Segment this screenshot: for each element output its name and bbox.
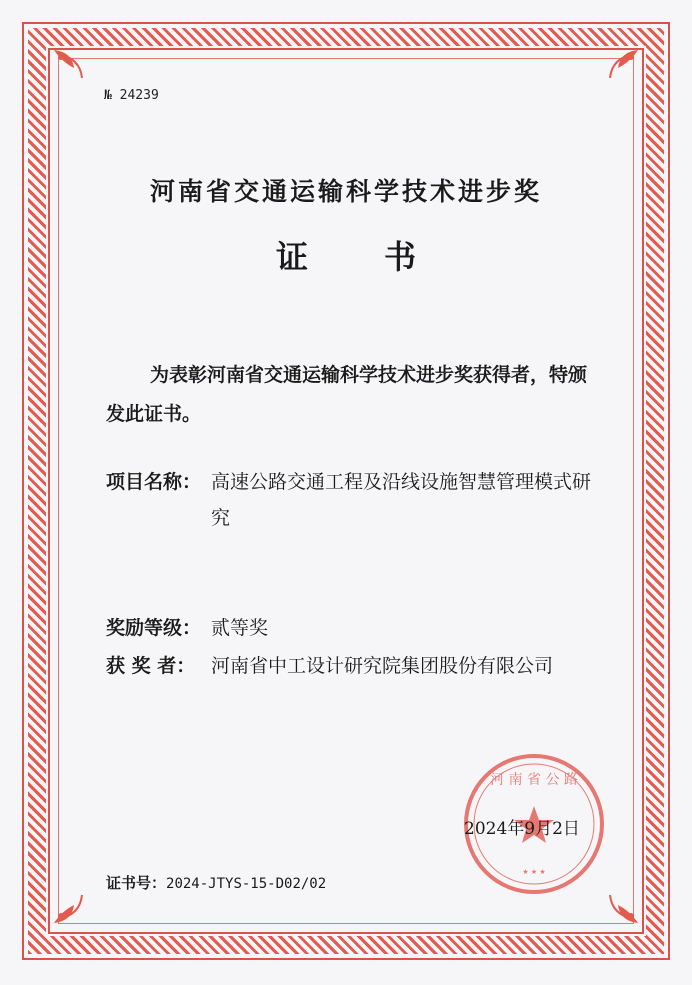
- svg-text:河 南 省 公 路: 河 南 省 公 路: [490, 772, 578, 788]
- winner-name: 河南省中工设计研究院集团股份有限公司: [211, 655, 554, 677]
- award-title: 河南省交通运输科学技术进步奖: [149, 177, 542, 206]
- serial-number: № 24239: [104, 88, 159, 103]
- project-name: 高速公路交通工程及沿线设施智慧管理模式研究: [211, 471, 592, 529]
- project-label: 项目名称：: [106, 471, 202, 493]
- grade-label: 奖励等级：: [106, 617, 202, 639]
- winner-field: [106, 648, 606, 684]
- corner-ornament-icon: [606, 48, 640, 82]
- issue-date: 2024年9月2日: [464, 819, 580, 839]
- corner-ornament-icon: [606, 891, 640, 925]
- corner-ornament-icon: [52, 891, 86, 925]
- certificate-number: [106, 872, 326, 893]
- commendation-text: 为表彰河南省交通运输科学技术进步奖获得者，特颁发此证书。: [106, 364, 588, 425]
- project-field: [106, 464, 606, 536]
- cert-no-label: 证书号：: [106, 874, 167, 892]
- grade-value: 贰等奖: [211, 617, 269, 639]
- document-title: 证书: [275, 238, 492, 276]
- cert-no-value: 2024-JTYS-15-D02/02: [166, 876, 327, 892]
- corner-ornament-icon: [52, 48, 86, 82]
- svg-text:★ ★ ★: ★ ★ ★: [522, 868, 546, 876]
- winner-label: 获 奖 者：: [106, 655, 196, 677]
- grade-field: [106, 610, 606, 646]
